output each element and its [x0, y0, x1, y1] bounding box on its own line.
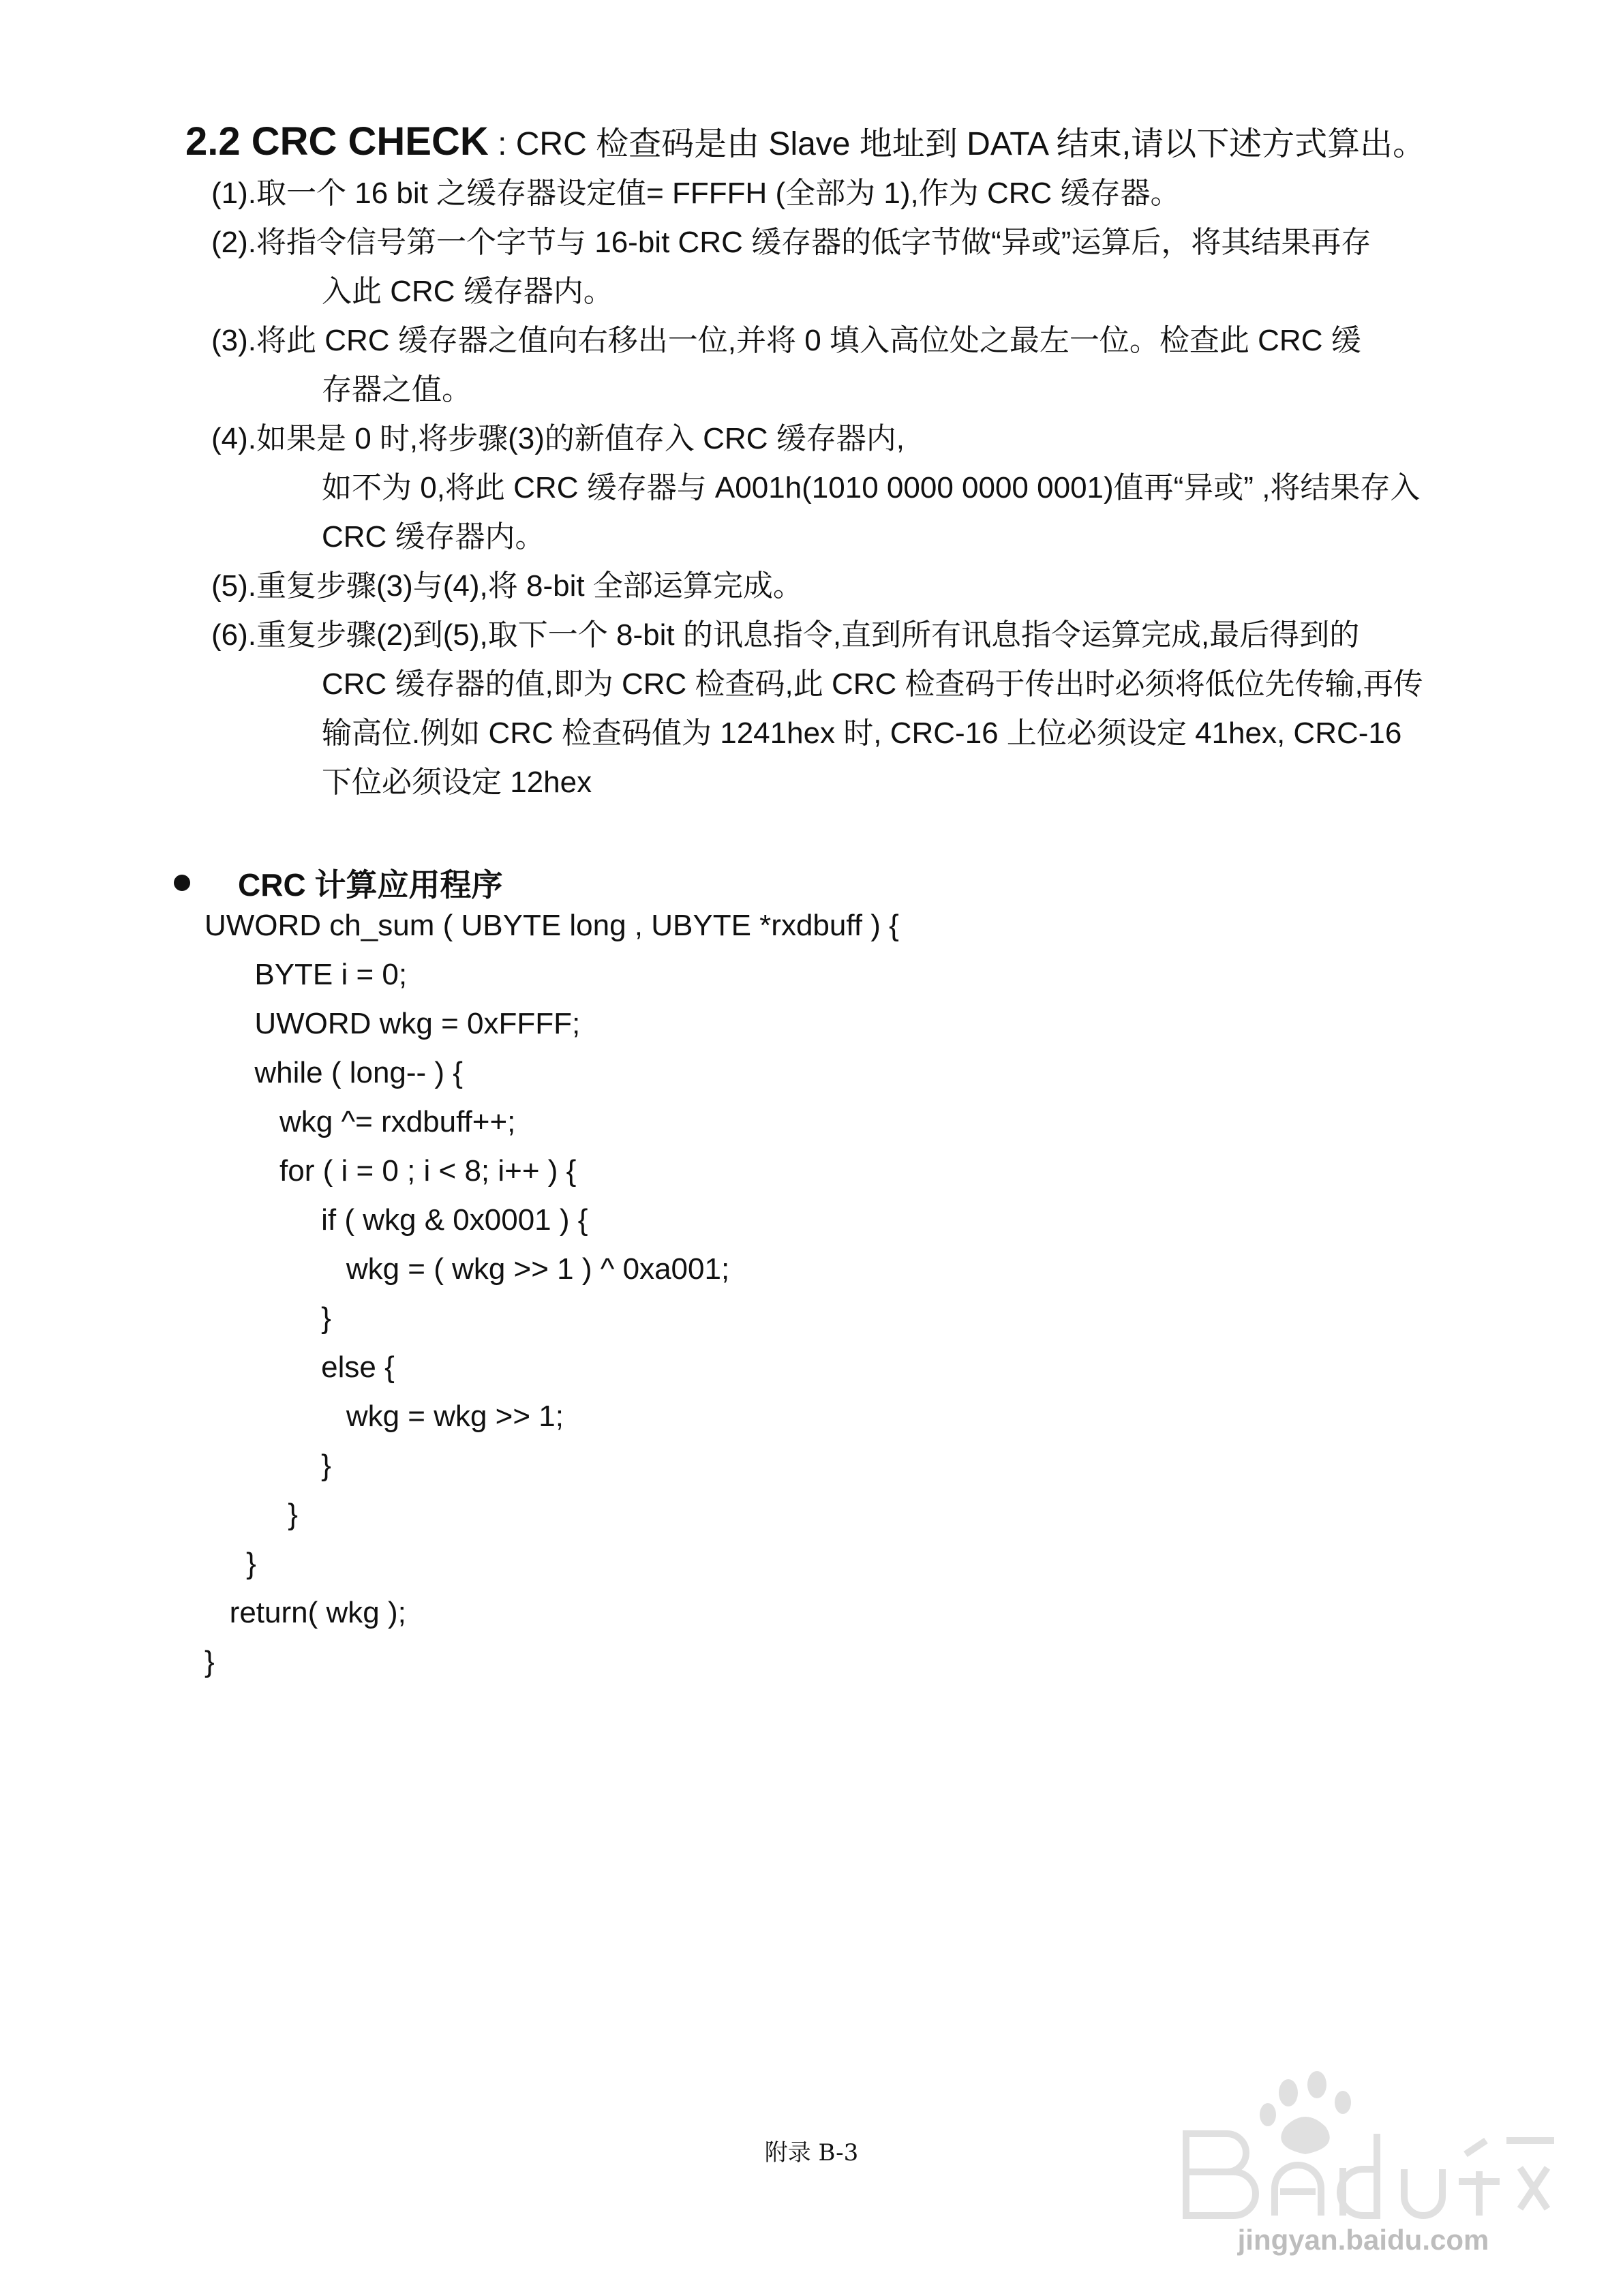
code-line: }: [204, 1645, 215, 1678]
code-line: return( wkg );: [204, 1596, 406, 1629]
bullet-dot-icon: [174, 875, 190, 891]
step-item: [211, 316, 1493, 414]
step-text: 取一个 16 bit 之缓存器设定值= FFFFH (全部为 1),作为 CRC 缓存器。: [256, 177, 1181, 210]
code-line: for ( i = 0 ; i < 8; i++ ) {: [204, 1154, 577, 1188]
step-number: (3).: [211, 324, 256, 357]
code-line: UWORD ch_sum ( UBYTE long , UBYTE *rxdbuff ) {: [204, 909, 899, 942]
step-number: (6).: [211, 618, 256, 652]
step-continuation: 输高位.例如 CRC 检查码值为 1241hex 时, CRC-16 上位必须设定 41hex, CRC-16: [322, 716, 1402, 750]
crc-program-bullet: [174, 860, 502, 905]
step-number: (1).: [211, 177, 256, 210]
step-item: [211, 562, 1493, 611]
step-content: [256, 611, 1493, 807]
code-line: }: [204, 1547, 256, 1580]
step-text: 重复步骤(3)与(4),将 8-bit 全部运算完成。: [256, 569, 803, 603]
page-footer: 附录 B-3: [764, 2139, 859, 2166]
step-number: (2).: [211, 226, 256, 259]
code-line: wkg = ( wkg >> 1 ) ^ 0xa001;: [204, 1252, 730, 1286]
step-continuation: 如不为 0,将此 CRC 缓存器与 A001h(1010 0000 0000 0001)值再“异或” ,将结果存入: [322, 471, 1421, 504]
step-item: [211, 611, 1493, 807]
step-text: 重复步骤(2)到(5),取下一个 8-bit 的讯息指令,直到所有讯息指令运算完成,最后得到的: [256, 618, 1360, 652]
code-line: wkg ^= rxdbuff++;: [204, 1105, 516, 1138]
step-number: (5).: [211, 569, 256, 603]
step-item: [211, 414, 1493, 562]
code-line: }: [204, 1498, 298, 1531]
section-heading: [185, 115, 1425, 172]
step-item: [211, 218, 1493, 316]
step-text: 将此 CRC 缓存器之值向右移出一位,并将 0 填入高位处之最左一位。检查此 CRC 缓: [256, 324, 1361, 357]
section-title: 2.2 CRC CHECK: [185, 119, 489, 164]
step-text: 如果是 0 时,将步骤(3)的新值存入 CRC 缓存器内,: [256, 422, 905, 455]
code-line: if ( wkg & 0x0001 ) {: [204, 1203, 588, 1237]
watermark-domain: jingyan.baidu.com: [1237, 2224, 1489, 2256]
step-content: [256, 169, 1493, 218]
step-content: [256, 562, 1493, 611]
step-continuation: 下位必须设定 12hex: [322, 766, 592, 799]
code-line: }: [204, 1301, 331, 1335]
step-content: [256, 414, 1493, 562]
step-content: [256, 316, 1493, 414]
step-continuation: 入此 CRC 缓存器内。: [322, 275, 613, 308]
step-number: (4).: [211, 422, 256, 455]
step-list: [211, 169, 1493, 807]
code-line: else {: [204, 1350, 395, 1384]
code-line: wkg = wkg >> 1;: [204, 1400, 564, 1433]
code-block: [204, 901, 899, 1687]
step-item: [211, 169, 1493, 218]
code-line: UWORD wkg = 0xFFFF;: [204, 1007, 581, 1040]
step-continuation: CRC 缓存器的值,即为 CRC 检查码,此 CRC 检查码于传出时必须将低位先传输,再传: [322, 667, 1423, 701]
code-line: BYTE i = 0;: [204, 958, 408, 991]
code-line: }: [204, 1449, 331, 1482]
code-line: while ( long-- ) {: [204, 1056, 464, 1089]
bullet-label: CRC 计算应用程序: [238, 867, 503, 903]
step-content: [256, 218, 1493, 316]
section-colon: :: [488, 126, 516, 162]
step-text: 将指令信号第一个字节与 16-bit CRC 缓存器的低字节做“异或”运算后，将其结果再存: [256, 226, 1371, 259]
step-continuation: CRC 缓存器内。: [322, 520, 545, 554]
step-continuation: 存器之值。: [322, 373, 472, 406]
section-intro: CRC 检查码是由 Slave 地址到 DATA 结束,请以下述方式算出。: [515, 126, 1426, 162]
